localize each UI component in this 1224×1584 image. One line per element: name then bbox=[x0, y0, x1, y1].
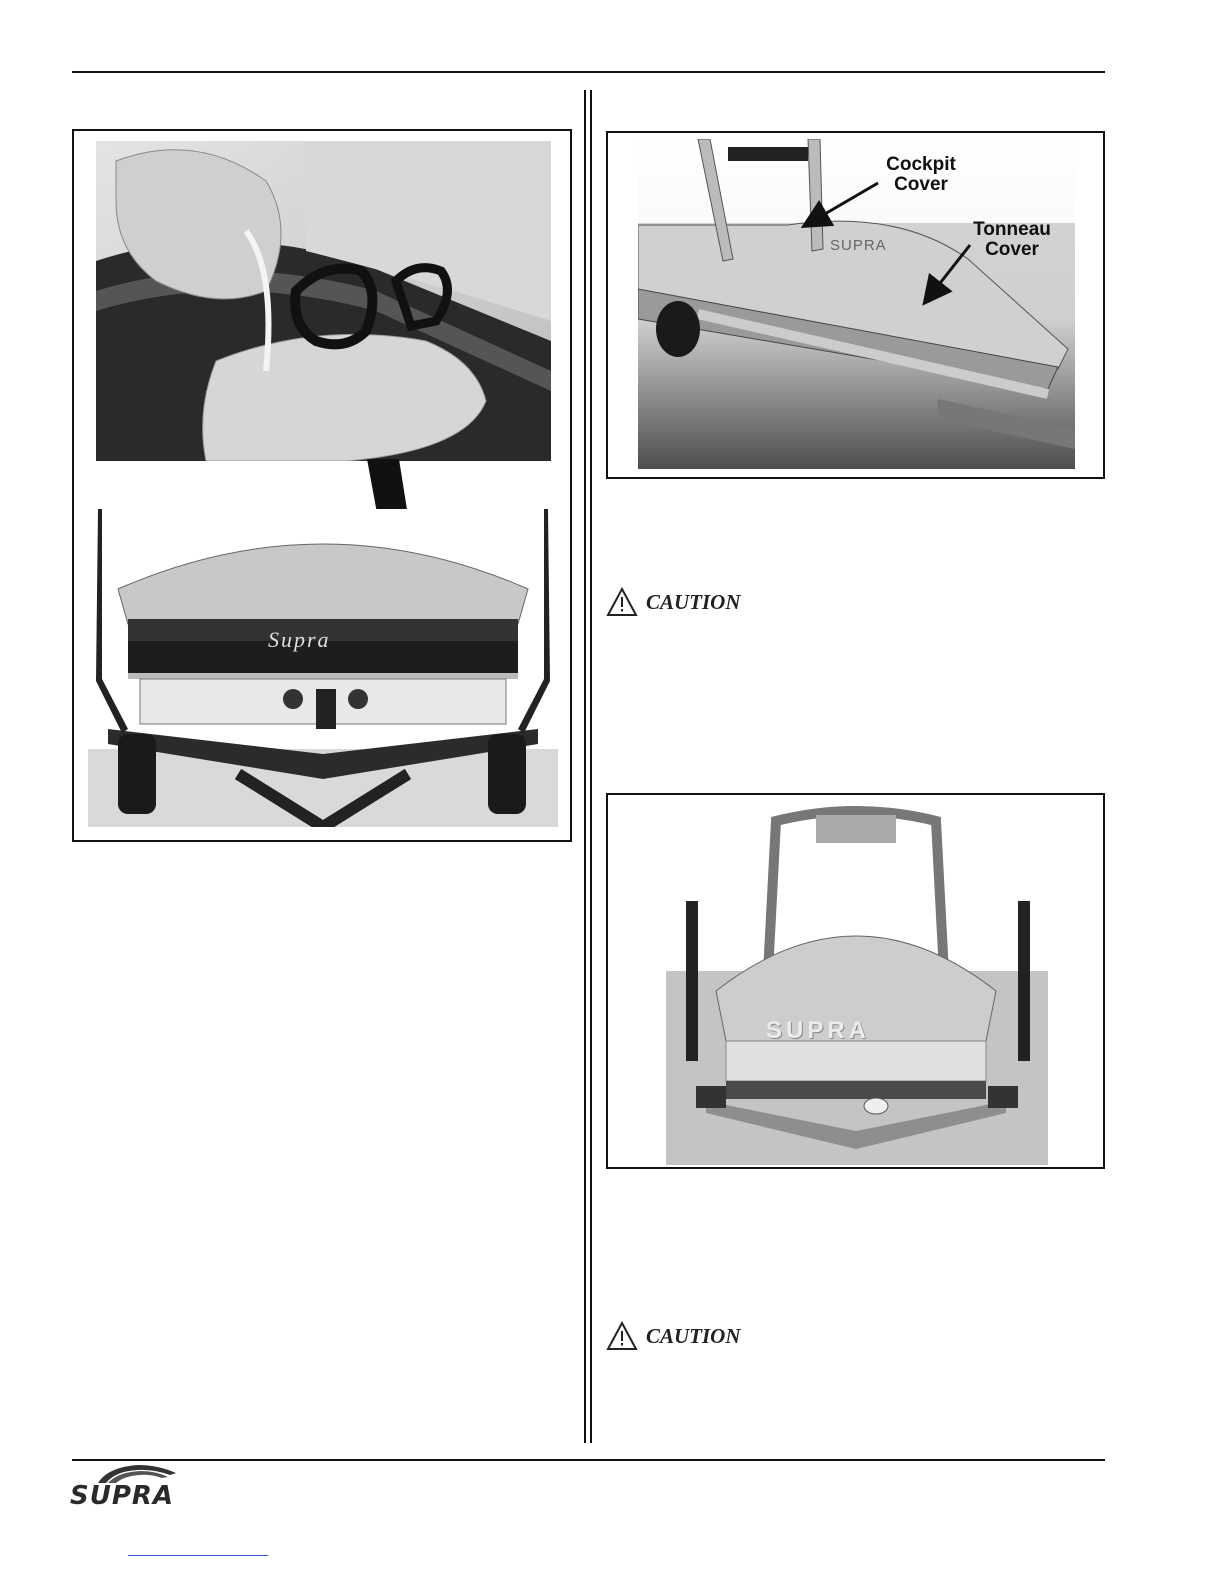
figure-stern-cover bbox=[606, 793, 1105, 1169]
rear-boat-brand: Supra bbox=[268, 627, 331, 652]
tonneau-cover-logo: SUPRA bbox=[830, 237, 887, 254]
photo-boat-stern-covered bbox=[666, 801, 1048, 1165]
arrow-to-tonneau-cover bbox=[926, 245, 970, 301]
callout-tonneau-line1: Tonneau bbox=[973, 219, 1051, 240]
arrow-to-cockpit-cover bbox=[806, 183, 878, 225]
supra-logo bbox=[70, 1465, 178, 1509]
footer-logo-text: SUPRA bbox=[70, 1481, 175, 1511]
callout-cockpit-line1: Cockpit bbox=[886, 154, 956, 175]
stern-logo: SUPRA bbox=[766, 1017, 871, 1044]
photo-hands-hooking-cover bbox=[96, 141, 551, 461]
callout-tonneau-line2: Cover bbox=[985, 239, 1039, 260]
footer-rule bbox=[72, 1459, 1105, 1461]
caution-heading-1 bbox=[606, 587, 741, 617]
column-divider-right bbox=[590, 90, 592, 1443]
callout-cockpit-line2: Cover bbox=[894, 174, 948, 195]
caution-heading-2 bbox=[606, 1321, 741, 1351]
warning-triangle-icon bbox=[606, 1321, 638, 1351]
callout-arrows bbox=[608, 133, 1107, 481]
footer-link-underline bbox=[128, 1555, 268, 1556]
photo-boat-rear-on-trailer bbox=[88, 509, 558, 827]
caution-label-2: CAUTION bbox=[646, 1323, 741, 1348]
warning-triangle-icon bbox=[606, 587, 638, 617]
header-rule bbox=[72, 71, 1105, 73]
caution-label-1: CAUTION bbox=[646, 589, 741, 614]
figure-cockpit-tonneau-covers bbox=[606, 131, 1105, 479]
figure-cover-hook-attachment bbox=[72, 129, 572, 842]
column-divider-left bbox=[584, 90, 586, 1443]
